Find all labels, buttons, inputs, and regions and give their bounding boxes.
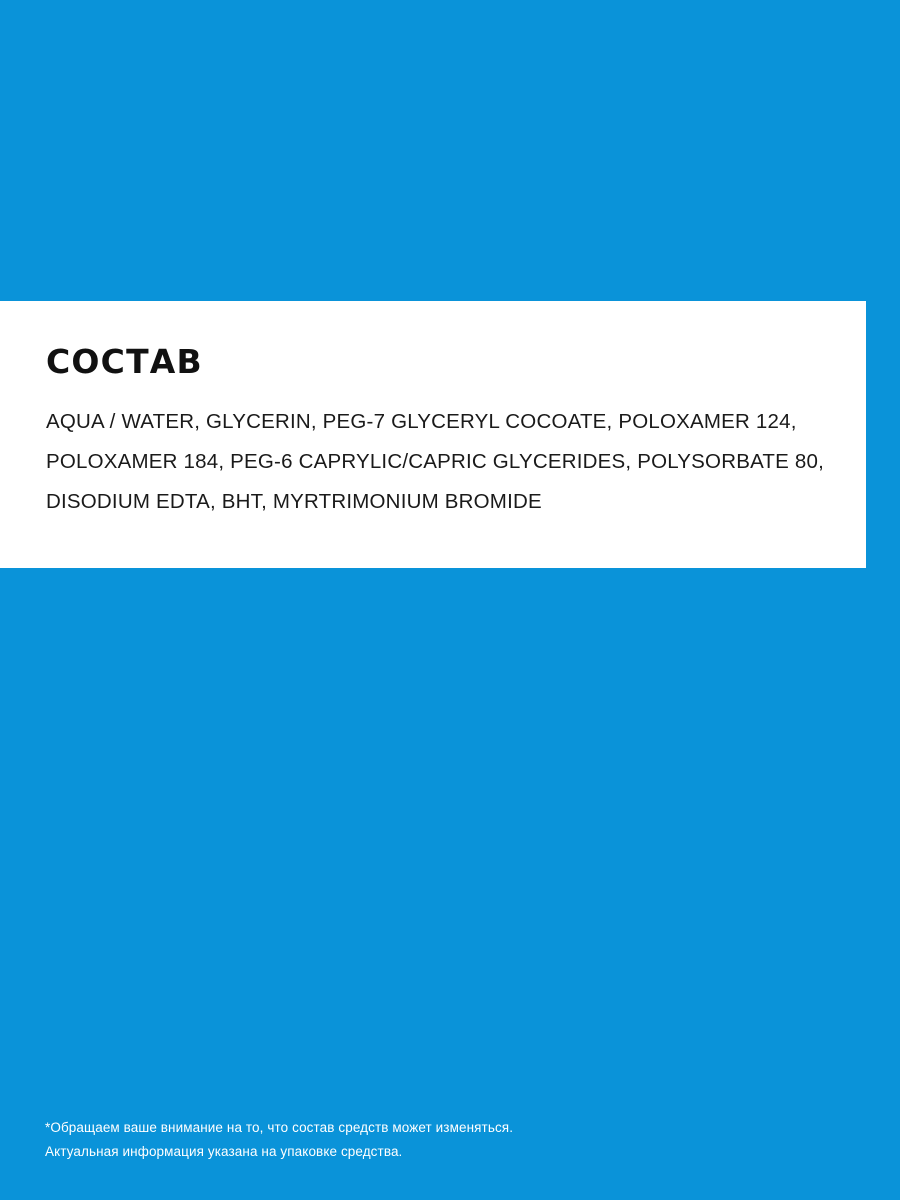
ingredients-list-text: AQUA / WATER, GLYCERIN, PEG-7 GLYCERYL COCOATE, POLOXAMER 124, POLOXAMER 184, PEG-6 CAPRYLIC/CAPRIC GLYCERIDES, POLYSORBATE 80, DISODIUM EDTA, BHT, MYRTRIMONIUM BROMIDE xyxy=(46,409,825,513)
disclaimer-line-1: *Обращаем ваше внимание на то, что состав средств может изменяться. xyxy=(45,1120,514,1135)
page-title: СОСТАВ xyxy=(46,342,203,381)
disclaimer-line-2: Актуальная информация указана на упаковке средства. xyxy=(45,1144,403,1159)
disclaimer xyxy=(45,1116,745,1164)
ingredients-card xyxy=(0,301,866,568)
